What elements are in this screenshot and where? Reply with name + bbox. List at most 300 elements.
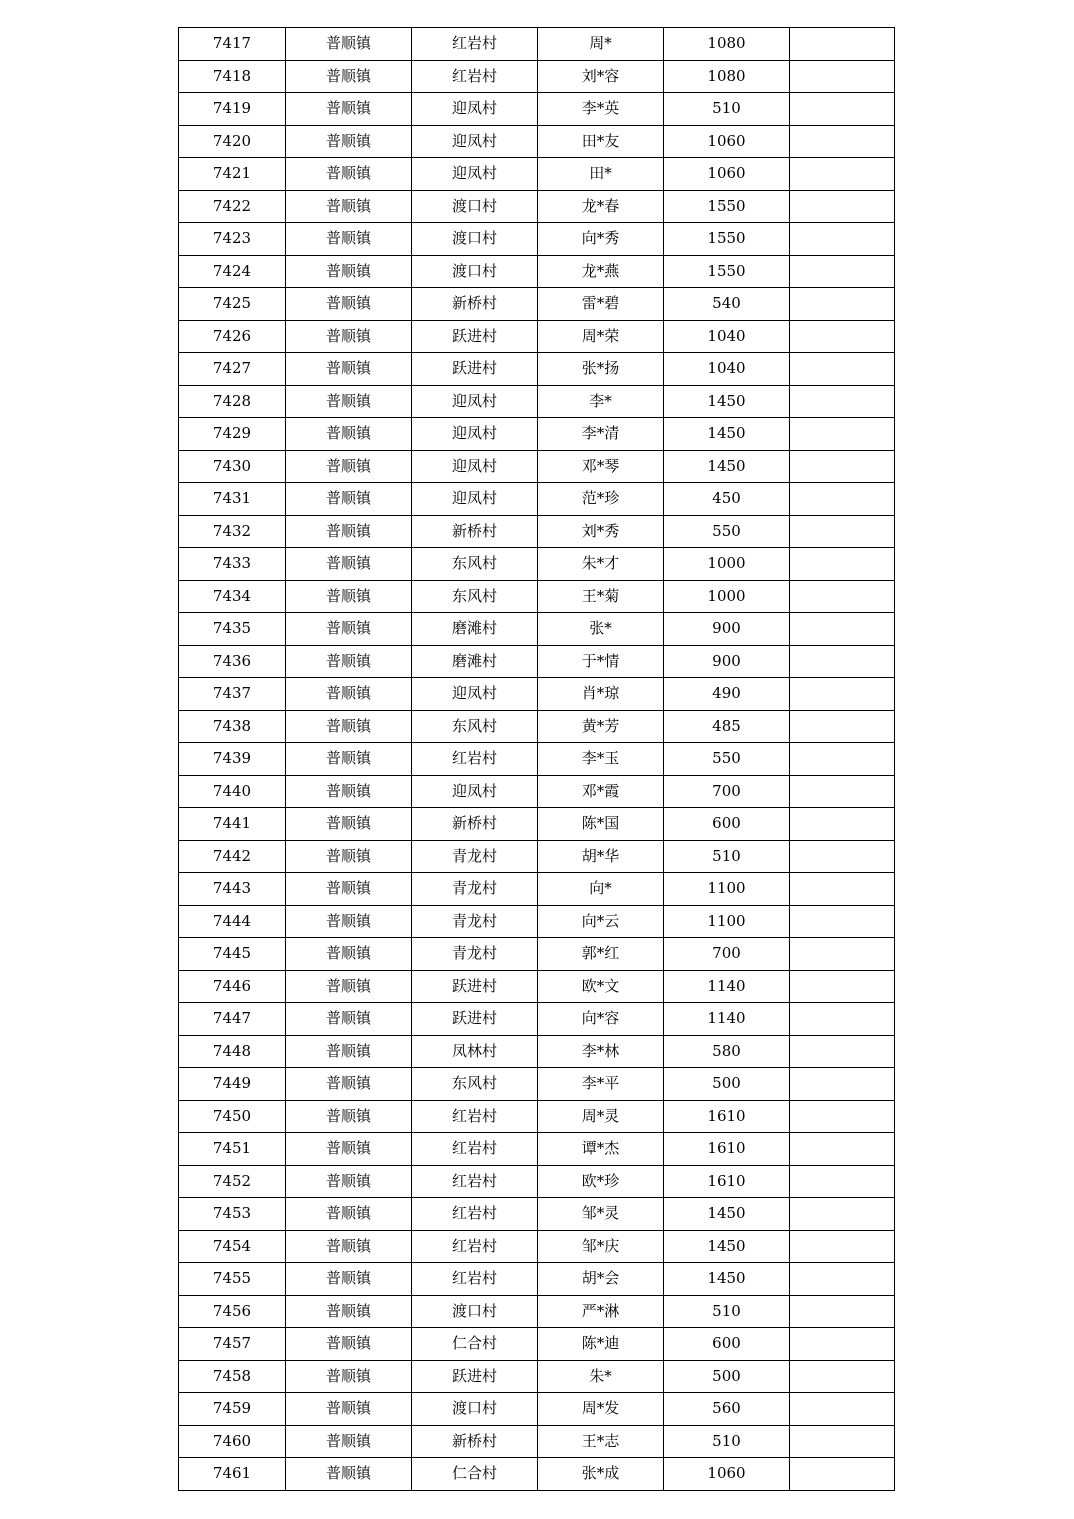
remark-cell [790, 905, 895, 938]
table-row [179, 548, 895, 581]
name-cell: 张*成 [538, 1458, 664, 1491]
table-body [179, 28, 895, 1491]
amount-cell: 500 [664, 1068, 790, 1101]
serial-number-cell: 7436 [179, 645, 286, 678]
name-cell: 范*珍 [538, 483, 664, 516]
table-row [179, 483, 895, 516]
name-cell: 李* [538, 385, 664, 418]
table-row [179, 580, 895, 613]
village-cell: 红岩村 [412, 743, 538, 776]
serial-number-cell: 7423 [179, 223, 286, 256]
town-cell: 普顺镇 [286, 548, 412, 581]
serial-number-cell: 7422 [179, 190, 286, 223]
table-row [179, 125, 895, 158]
table-row [179, 1230, 895, 1263]
town-cell: 普顺镇 [286, 353, 412, 386]
serial-number-cell: 7459 [179, 1393, 286, 1426]
remark-cell [790, 1295, 895, 1328]
village-cell: 渡口村 [412, 190, 538, 223]
town-cell: 普顺镇 [286, 710, 412, 743]
remark-cell [790, 385, 895, 418]
remark-cell [790, 320, 895, 353]
name-cell: 欧*珍 [538, 1165, 664, 1198]
remark-cell [790, 1425, 895, 1458]
remark-cell [790, 255, 895, 288]
table-row [179, 613, 895, 646]
amount-cell: 510 [664, 93, 790, 126]
table-row [179, 223, 895, 256]
village-cell: 东风村 [412, 548, 538, 581]
name-cell: 向* [538, 873, 664, 906]
remark-cell [790, 548, 895, 581]
table-row [179, 450, 895, 483]
amount-cell: 1080 [664, 60, 790, 93]
amount-cell: 540 [664, 288, 790, 321]
table-row [179, 1425, 895, 1458]
village-cell: 青龙村 [412, 840, 538, 873]
table-row [179, 873, 895, 906]
table-row [179, 938, 895, 971]
remark-cell [790, 1360, 895, 1393]
name-cell: 邹*灵 [538, 1198, 664, 1231]
serial-number-cell: 7435 [179, 613, 286, 646]
serial-number-cell: 7441 [179, 808, 286, 841]
name-cell: 李*英 [538, 93, 664, 126]
remark-cell [790, 1003, 895, 1036]
name-cell: 周*荣 [538, 320, 664, 353]
village-cell: 青龙村 [412, 938, 538, 971]
amount-cell: 1040 [664, 353, 790, 386]
serial-number-cell: 7442 [179, 840, 286, 873]
serial-number-cell: 7429 [179, 418, 286, 451]
serial-number-cell: 7447 [179, 1003, 286, 1036]
amount-cell: 700 [664, 775, 790, 808]
remark-cell [790, 353, 895, 386]
name-cell: 肖*琼 [538, 678, 664, 711]
town-cell: 普顺镇 [286, 1068, 412, 1101]
village-cell: 红岩村 [412, 60, 538, 93]
amount-cell: 580 [664, 1035, 790, 1068]
village-cell: 新桥村 [412, 288, 538, 321]
town-cell: 普顺镇 [286, 613, 412, 646]
village-cell: 青龙村 [412, 905, 538, 938]
village-cell: 跃进村 [412, 970, 538, 1003]
remark-cell [790, 28, 895, 61]
table-row [179, 775, 895, 808]
village-cell: 跃进村 [412, 353, 538, 386]
amount-cell: 1610 [664, 1100, 790, 1133]
name-cell: 王*菊 [538, 580, 664, 613]
amount-cell: 1060 [664, 158, 790, 191]
table-row [179, 1068, 895, 1101]
town-cell: 普顺镇 [286, 158, 412, 191]
name-cell: 李*平 [538, 1068, 664, 1101]
serial-number-cell: 7420 [179, 125, 286, 158]
town-cell: 普顺镇 [286, 1425, 412, 1458]
remark-cell [790, 840, 895, 873]
amount-cell: 1550 [664, 190, 790, 223]
table-row [179, 255, 895, 288]
serial-number-cell: 7426 [179, 320, 286, 353]
amount-cell: 1060 [664, 1458, 790, 1491]
town-cell: 普顺镇 [286, 1328, 412, 1361]
remark-cell [790, 93, 895, 126]
remark-cell [790, 1133, 895, 1166]
serial-number-cell: 7451 [179, 1133, 286, 1166]
table-row [179, 1198, 895, 1231]
remark-cell [790, 873, 895, 906]
town-cell: 普顺镇 [286, 743, 412, 776]
name-cell: 谭*杰 [538, 1133, 664, 1166]
town-cell: 普顺镇 [286, 450, 412, 483]
remark-cell [790, 1165, 895, 1198]
remark-cell [790, 645, 895, 678]
village-cell: 红岩村 [412, 1263, 538, 1296]
village-cell: 红岩村 [412, 1198, 538, 1231]
remark-cell [790, 483, 895, 516]
amount-cell: 550 [664, 743, 790, 776]
serial-number-cell: 7444 [179, 905, 286, 938]
serial-number-cell: 7434 [179, 580, 286, 613]
remark-cell [790, 158, 895, 191]
town-cell: 普顺镇 [286, 515, 412, 548]
town-cell: 普顺镇 [286, 223, 412, 256]
serial-number-cell: 7440 [179, 775, 286, 808]
town-cell: 普顺镇 [286, 1360, 412, 1393]
village-cell: 新桥村 [412, 515, 538, 548]
village-cell: 红岩村 [412, 1230, 538, 1263]
village-cell: 仁合村 [412, 1458, 538, 1491]
village-cell: 渡口村 [412, 223, 538, 256]
village-cell: 跃进村 [412, 1003, 538, 1036]
town-cell: 普顺镇 [286, 28, 412, 61]
village-cell: 迎凤村 [412, 385, 538, 418]
amount-cell: 1450 [664, 1198, 790, 1231]
amount-cell: 900 [664, 613, 790, 646]
remark-cell [790, 418, 895, 451]
town-cell: 普顺镇 [286, 1263, 412, 1296]
village-cell: 迎凤村 [412, 678, 538, 711]
table-row [179, 158, 895, 191]
name-cell: 郭*红 [538, 938, 664, 971]
table-row [179, 1263, 895, 1296]
town-cell: 普顺镇 [286, 60, 412, 93]
village-cell: 磨滩村 [412, 645, 538, 678]
town-cell: 普顺镇 [286, 808, 412, 841]
remark-cell [790, 1198, 895, 1231]
town-cell: 普顺镇 [286, 1003, 412, 1036]
name-cell: 邹*庆 [538, 1230, 664, 1263]
amount-cell: 450 [664, 483, 790, 516]
name-cell: 龙*燕 [538, 255, 664, 288]
town-cell: 普顺镇 [286, 1393, 412, 1426]
name-cell: 胡*会 [538, 1263, 664, 1296]
table-row [179, 1295, 895, 1328]
remark-cell [790, 710, 895, 743]
name-cell: 李*林 [538, 1035, 664, 1068]
serial-number-cell: 7446 [179, 970, 286, 1003]
amount-cell: 500 [664, 1360, 790, 1393]
village-cell: 迎凤村 [412, 125, 538, 158]
village-cell: 新桥村 [412, 808, 538, 841]
serial-number-cell: 7461 [179, 1458, 286, 1491]
town-cell: 普顺镇 [286, 418, 412, 451]
serial-number-cell: 7453 [179, 1198, 286, 1231]
remark-cell [790, 1100, 895, 1133]
table-row [179, 1328, 895, 1361]
name-cell: 陈*国 [538, 808, 664, 841]
serial-number-cell: 7428 [179, 385, 286, 418]
serial-number-cell: 7443 [179, 873, 286, 906]
village-cell: 迎凤村 [412, 483, 538, 516]
name-cell: 雷*碧 [538, 288, 664, 321]
amount-cell: 700 [664, 938, 790, 971]
town-cell: 普顺镇 [286, 970, 412, 1003]
name-cell: 胡*华 [538, 840, 664, 873]
name-cell: 欧*文 [538, 970, 664, 1003]
name-cell: 邓*霞 [538, 775, 664, 808]
village-cell: 红岩村 [412, 1100, 538, 1133]
serial-number-cell: 7456 [179, 1295, 286, 1328]
amount-cell: 1100 [664, 905, 790, 938]
table-row [179, 970, 895, 1003]
town-cell: 普顺镇 [286, 678, 412, 711]
remark-cell [790, 1393, 895, 1426]
serial-number-cell: 7419 [179, 93, 286, 126]
amount-cell: 600 [664, 1328, 790, 1361]
name-cell: 周*灵 [538, 1100, 664, 1133]
remark-cell [790, 1458, 895, 1491]
serial-number-cell: 7437 [179, 678, 286, 711]
name-cell: 严*淋 [538, 1295, 664, 1328]
village-cell: 渡口村 [412, 1393, 538, 1426]
table-row [179, 840, 895, 873]
village-cell: 迎凤村 [412, 450, 538, 483]
serial-number-cell: 7452 [179, 1165, 286, 1198]
serial-number-cell: 7421 [179, 158, 286, 191]
village-cell: 仁合村 [412, 1328, 538, 1361]
table-row [179, 743, 895, 776]
serial-number-cell: 7454 [179, 1230, 286, 1263]
table-row [179, 1360, 895, 1393]
amount-cell: 1040 [664, 320, 790, 353]
town-cell: 普顺镇 [286, 1133, 412, 1166]
serial-number-cell: 7448 [179, 1035, 286, 1068]
name-cell: 龙*春 [538, 190, 664, 223]
name-cell: 邓*琴 [538, 450, 664, 483]
village-cell: 凤林村 [412, 1035, 538, 1068]
amount-cell: 1610 [664, 1165, 790, 1198]
table-row [179, 710, 895, 743]
village-cell: 迎凤村 [412, 775, 538, 808]
town-cell: 普顺镇 [286, 840, 412, 873]
serial-number-cell: 7427 [179, 353, 286, 386]
remark-cell [790, 580, 895, 613]
remark-cell [790, 125, 895, 158]
name-cell: 于*情 [538, 645, 664, 678]
table-row [179, 1100, 895, 1133]
village-cell: 东风村 [412, 710, 538, 743]
amount-cell: 900 [664, 645, 790, 678]
name-cell: 张*扬 [538, 353, 664, 386]
town-cell: 普顺镇 [286, 1198, 412, 1231]
table-row [179, 678, 895, 711]
name-cell: 向*容 [538, 1003, 664, 1036]
serial-number-cell: 7457 [179, 1328, 286, 1361]
remark-cell [790, 190, 895, 223]
village-cell: 红岩村 [412, 1165, 538, 1198]
name-cell: 刘*秀 [538, 515, 664, 548]
town-cell: 普顺镇 [286, 125, 412, 158]
table-row [179, 1165, 895, 1198]
village-cell: 磨滩村 [412, 613, 538, 646]
name-cell: 李*玉 [538, 743, 664, 776]
table-row [179, 1458, 895, 1491]
amount-cell: 485 [664, 710, 790, 743]
town-cell: 普顺镇 [286, 288, 412, 321]
town-cell: 普顺镇 [286, 873, 412, 906]
town-cell: 普顺镇 [286, 1035, 412, 1068]
table-row [179, 515, 895, 548]
table-row [179, 190, 895, 223]
name-cell: 朱*才 [538, 548, 664, 581]
town-cell: 普顺镇 [286, 1100, 412, 1133]
serial-number-cell: 7432 [179, 515, 286, 548]
remark-cell [790, 1263, 895, 1296]
amount-cell: 1080 [664, 28, 790, 61]
amount-cell: 1140 [664, 970, 790, 1003]
village-cell: 迎凤村 [412, 418, 538, 451]
amount-cell: 510 [664, 1295, 790, 1328]
name-cell: 李*清 [538, 418, 664, 451]
remark-cell [790, 808, 895, 841]
table-row [179, 1133, 895, 1166]
remark-cell [790, 223, 895, 256]
name-cell: 陈*迪 [538, 1328, 664, 1361]
table-row [179, 418, 895, 451]
amount-cell: 1450 [664, 418, 790, 451]
amount-cell: 490 [664, 678, 790, 711]
amount-cell: 1450 [664, 1263, 790, 1296]
remark-cell [790, 775, 895, 808]
village-cell: 红岩村 [412, 28, 538, 61]
table-row [179, 353, 895, 386]
serial-number-cell: 7433 [179, 548, 286, 581]
serial-number-cell: 7439 [179, 743, 286, 776]
table-row [179, 1393, 895, 1426]
name-cell: 王*志 [538, 1425, 664, 1458]
town-cell: 普顺镇 [286, 190, 412, 223]
amount-cell: 1450 [664, 1230, 790, 1263]
name-cell: 向*云 [538, 905, 664, 938]
village-cell: 东风村 [412, 580, 538, 613]
remark-cell [790, 515, 895, 548]
table-row [179, 385, 895, 418]
serial-number-cell: 7445 [179, 938, 286, 971]
serial-number-cell: 7424 [179, 255, 286, 288]
amount-cell: 1140 [664, 1003, 790, 1036]
name-cell: 周* [538, 28, 664, 61]
serial-number-cell: 7458 [179, 1360, 286, 1393]
town-cell: 普顺镇 [286, 320, 412, 353]
remark-cell [790, 938, 895, 971]
serial-number-cell: 7450 [179, 1100, 286, 1133]
village-cell: 青龙村 [412, 873, 538, 906]
town-cell: 普顺镇 [286, 580, 412, 613]
name-cell: 张* [538, 613, 664, 646]
village-cell: 迎凤村 [412, 158, 538, 191]
amount-cell: 1450 [664, 385, 790, 418]
remark-cell [790, 743, 895, 776]
town-cell: 普顺镇 [286, 93, 412, 126]
table-row [179, 288, 895, 321]
table-row [179, 1003, 895, 1036]
amount-cell: 1000 [664, 580, 790, 613]
village-cell: 东风村 [412, 1068, 538, 1101]
town-cell: 普顺镇 [286, 255, 412, 288]
village-cell: 渡口村 [412, 1295, 538, 1328]
amount-cell: 1450 [664, 450, 790, 483]
table-row [179, 60, 895, 93]
remark-cell [790, 1035, 895, 1068]
table-row [179, 1035, 895, 1068]
amount-cell: 600 [664, 808, 790, 841]
town-cell: 普顺镇 [286, 1458, 412, 1491]
table-row [179, 808, 895, 841]
town-cell: 普顺镇 [286, 645, 412, 678]
amount-cell: 550 [664, 515, 790, 548]
name-cell: 周*发 [538, 1393, 664, 1426]
remark-cell [790, 288, 895, 321]
serial-number-cell: 7460 [179, 1425, 286, 1458]
amount-cell: 1550 [664, 223, 790, 256]
remark-cell [790, 60, 895, 93]
name-cell: 黄*芳 [538, 710, 664, 743]
data-table [178, 27, 895, 1491]
remark-cell [790, 1230, 895, 1263]
name-cell: 田* [538, 158, 664, 191]
remark-cell [790, 970, 895, 1003]
village-cell: 跃进村 [412, 320, 538, 353]
serial-number-cell: 7425 [179, 288, 286, 321]
village-cell: 渡口村 [412, 255, 538, 288]
town-cell: 普顺镇 [286, 1165, 412, 1198]
remark-cell [790, 613, 895, 646]
table-row [179, 93, 895, 126]
amount-cell: 560 [664, 1393, 790, 1426]
table-row [179, 320, 895, 353]
table-row [179, 28, 895, 61]
serial-number-cell: 7449 [179, 1068, 286, 1101]
remark-cell [790, 1068, 895, 1101]
village-cell: 红岩村 [412, 1133, 538, 1166]
name-cell: 向*秀 [538, 223, 664, 256]
town-cell: 普顺镇 [286, 483, 412, 516]
amount-cell: 1610 [664, 1133, 790, 1166]
name-cell: 朱* [538, 1360, 664, 1393]
village-cell: 新桥村 [412, 1425, 538, 1458]
serial-number-cell: 7455 [179, 1263, 286, 1296]
town-cell: 普顺镇 [286, 1295, 412, 1328]
serial-number-cell: 7430 [179, 450, 286, 483]
remark-cell [790, 450, 895, 483]
amount-cell: 510 [664, 840, 790, 873]
town-cell: 普顺镇 [286, 385, 412, 418]
serial-number-cell: 7418 [179, 60, 286, 93]
remark-cell [790, 1328, 895, 1361]
town-cell: 普顺镇 [286, 938, 412, 971]
amount-cell: 510 [664, 1425, 790, 1458]
